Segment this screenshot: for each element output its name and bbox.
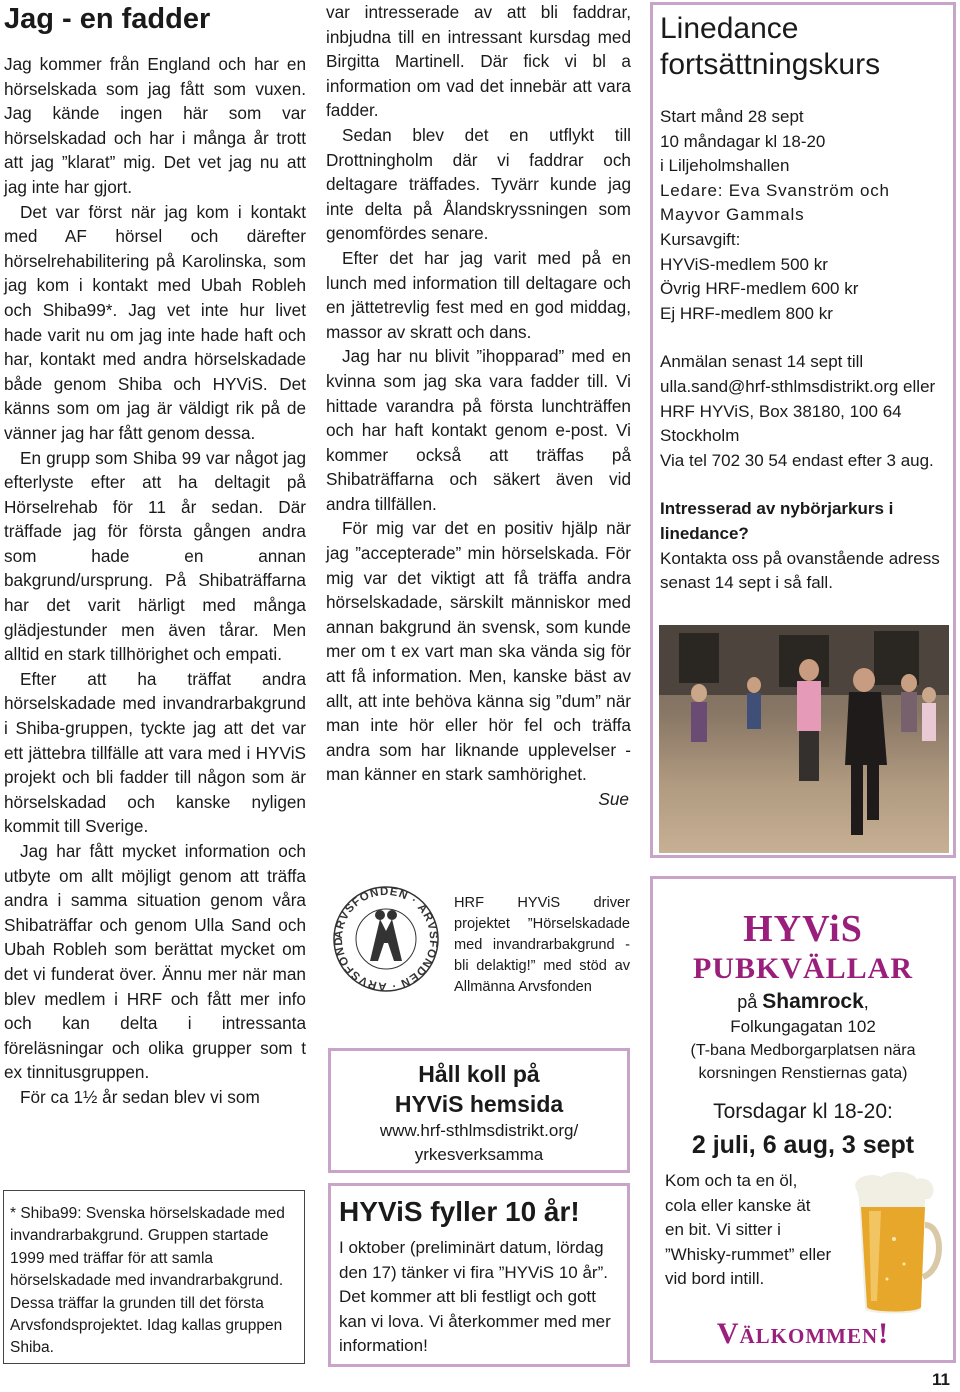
homepage-url-line2[interactable]: yrkesverksamma <box>414 1145 544 1164</box>
pub-venue-prefix: på <box>737 992 763 1012</box>
pub-dates: 2 juli, 6 aug, 3 sept <box>691 1131 915 1159</box>
article-paragraph: För mig var det en positiv hjälp när jag ”accepterade” min hörselskada. För mig var det viktigt att få träffa andra hörselskadade, särskilt människor med annan bakgrund än svensk, som kunde mer om t ex vart man ska vända sig för att få information. Men, kanske bäst av allt, att inte behöva känna sig ”dum” när man inte hör eller hör fel och träffa andra som har liknande upplevelser - man känner en stark samhörighet. <box>326 518 631 785</box>
article-paragraph: Efter att ha träffat andra hörselskadade med invandrarbakgrund i Shiba-gruppen, tyckte jag att det var ett jättebra tillfälle att vara med i HYViS projekt och bli fadder till någon som är hörselskadad och kanske nyligen kommit till Sverige. <box>4 668 306 837</box>
arvsfonden-caption: HRF HYViS driver projektet ”Hörselskadade med invandrarbakgrund - bli delaktig!” med stöd av Allmänna Arvsfonden <box>454 895 630 995</box>
linedance-detail: Start månd 28 sept <box>660 107 804 126</box>
pub-street: Folkungagatan 102 <box>730 1017 876 1036</box>
pub-box <box>650 876 956 1363</box>
pub-text: Kom och ta en öl, cola eller kanske ät en bit. Vi sitter i ”Whisky-rummet” eller vid bord intill. <box>665 1171 832 1289</box>
article-paragraph: För ca 1½ år sedan blev vi som <box>20 1086 260 1107</box>
linedance-signup: Anmälan senast 14 sept till ulla.sand@hrf-sthlmsdistrikt.org eller HRF HYViS, Box 38180, 100 64 Stockholm <box>660 352 936 446</box>
arvsfonden-logo <box>330 883 442 995</box>
pub-venue-line <box>653 989 953 1015</box>
linedance-title-line2: fortsättningskurs <box>660 48 881 81</box>
linedance-phone: Via tel 702 30 54 endast efter 3 aug. <box>660 450 934 470</box>
article-paragraph: Jag har fått mycket information och utbyte om allt möjligt genom att träffa andra i samma situation genom våra Shibaträffar och genom Ulla Sand och Ubah Robleh som berättat mycket om det vi funderat över. Ännu mer när man blev medlem i HRF och fått mer info och kan delta i intressanta föreläsningar och olika grupper som t ex tinnitusgruppen. <box>4 841 306 1083</box>
linedance-box <box>650 2 956 858</box>
footnote-box <box>3 1190 305 1364</box>
article-paragraph: Efter det har jag varit med på en lunch med information till deltagare och en jättetrevlig fest med en god middag, massor av skratt och dans. <box>326 247 631 342</box>
homepage-line2: HYViS hemsida <box>394 1091 564 1117</box>
page-number: 11 <box>932 1370 950 1389</box>
linedance-detail: Ledare: Eva Svanström och Mayvor Gammals <box>660 180 890 225</box>
anniversary-text: I oktober (preliminärt datum, lördag den 17) tänker vi fira ”HYViS 10 år”. Det kommer att bli festligt och gott kan vi lova. Vi återkommer med mer information! <box>339 1238 611 1355</box>
middle-column <box>326 0 631 812</box>
pub-welcome: Välkommen! <box>716 1317 890 1350</box>
dance-photo <box>659 625 949 853</box>
pub-title-line1: HYViS <box>743 908 863 950</box>
beer-glass-icon <box>839 1169 949 1319</box>
footnote-text: * Shiba99: Svenska hörselskadade med invandrarbakgrund. Gruppen startade 1999 med träffar för att samla hörselskadade med invandrarbakgrund. Dessa träffar la grunden till det första Arvsfondsprojektet. Idag kallas gruppen Shiba. <box>10 1205 285 1357</box>
homepage-url-line1[interactable]: www.hrf-sthlmsdistrikt.org/ <box>379 1121 579 1140</box>
linedance-detail: Övrig HRF-medlem 600 kr <box>660 279 859 299</box>
pub-transit: (T-bana Medborgarplatsen nära korsningen Renstiernas gata) <box>690 1042 916 1082</box>
anniversary-title: HYViS fyller 10 år! <box>339 1196 580 1227</box>
beginner-question: Intresserad av nybörjarkurs i linedance? <box>660 499 894 543</box>
linedance-detail: Kursavgift: <box>660 229 741 249</box>
linedance-detail: 10 måndagar kl 18-20 <box>660 131 826 151</box>
pub-venue-name: Shamrock <box>762 990 864 1013</box>
pub-when: Torsdagar kl 18-20: <box>713 1100 893 1123</box>
article-paragraph: var intresserade av att bli faddrar, inbjudna till en intressant kursdag med Birgitta Martinell. Där fick vi bl a information om vad det innebär att vara fadder. <box>326 2 631 121</box>
homepage-box <box>328 1048 630 1173</box>
signature: Sue <box>598 789 629 809</box>
article-title: Jag - en fadder <box>4 3 211 35</box>
linedance-detail: Ej HRF-medlem 800 kr <box>660 303 833 323</box>
linedance-title-line1: Linedance <box>660 12 799 45</box>
pub-title-line2: PUBKVÄLLAR <box>692 952 913 985</box>
left-column <box>4 2 306 1110</box>
article-paragraph: Sedan blev det en utflykt till Drottningholm där vi faddrar och deltagare träffades. Tyvärr kunde jag inte delta på Ålandskryssningen som genomfördes senare. <box>326 124 631 244</box>
homepage-line1: Håll koll på <box>418 1061 540 1087</box>
anniversary-box <box>328 1183 630 1367</box>
beginner-text: Kontakta oss på ovanstående adress senast 14 sept i så fall. <box>660 548 940 593</box>
linedance-detail: HYViS-medlem 500 kr <box>660 254 828 274</box>
article-paragraph: Jag har nu blivit ”ihopparad” med en kvinna som jag ska vara fadder till. Vi hittade varandra på första lunchträffen och har haft kontakt genom e-post. Vi kommer också att träffas på Shibaträffarna och säkert även vid andra tillfällen. <box>326 346 631 514</box>
article-paragraph: Jag kommer från England och har en hörselskada som jag fått som vuxen. Jag kände ingen här som var hörselskadad och har i många år trott att jag ”klarat” mig. Det vet jag nu att jag inte har gjort. <box>4 54 306 197</box>
logo-ring-text: ARVSFONDEN · ARVSFONDEN · ARVSFOND <box>332 885 440 993</box>
article-paragraph: Det var först när jag kom i kontakt med AF hörsel och därefter hörselrehabilitering på Karolinska, som jag kom i kontakt med Ubah Robleh och Shiba99*. Jag vet inte hur livet hade varit nu om jag inte hade haft och har, kontakt med andra hörselskadade både genom Shiba och HYViS. Det känns som om jag är väldigt rik på de vänner jag har fått genom dessa. <box>4 201 306 443</box>
linedance-detail: i Liljeholmshallen <box>660 156 790 176</box>
pub-venue-comma: , <box>863 992 869 1012</box>
article-paragraph: En grupp som Shiba 99 var något jag efterlyste efter att ha deltagit på Hörselrehab för 11 år sedan. Där träffade jag för första gången andra som hade en annan bakgrund/ursprung. På Shibaträffarna har det varit härligt med många glädjestunder men även tårar. Men alltid en stark tillhörighet och empati. <box>4 447 306 665</box>
